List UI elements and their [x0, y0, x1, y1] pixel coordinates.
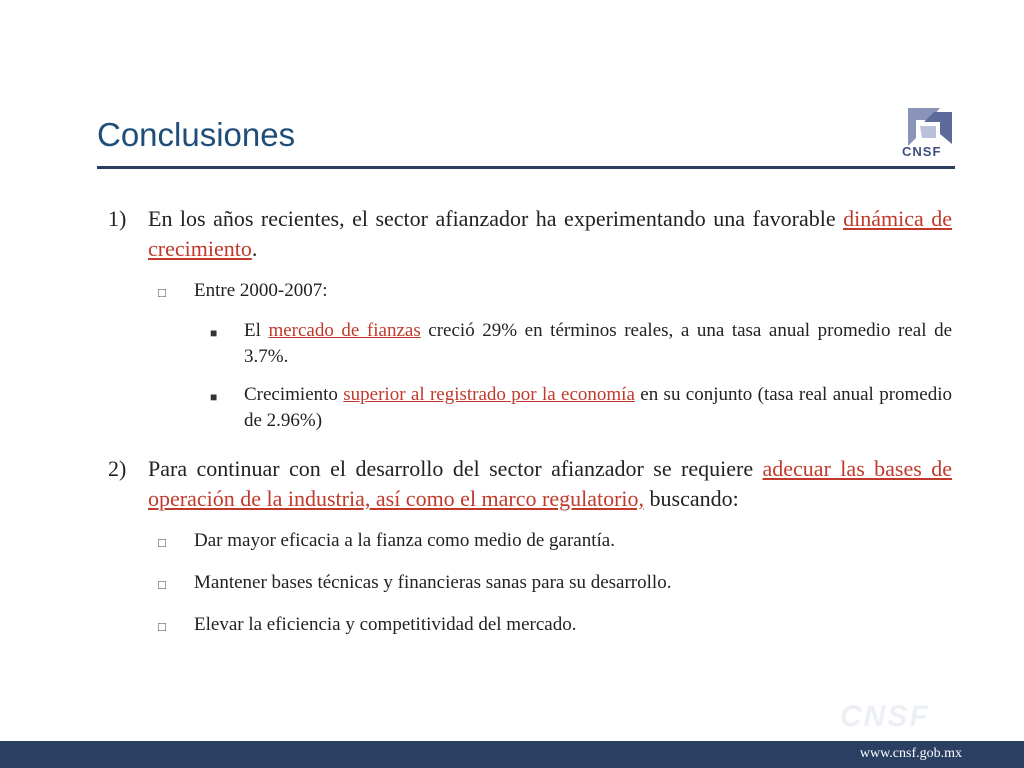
item-text: Para continuar con el desarrollo del sector afianzador se requiere adecuar las bases de operación de la industria, así como el marco regulatorio, buscando:	[148, 456, 952, 511]
sub-item	[100, 612, 952, 640]
item-text: En los años recientes, el sector afianzador ha experimentando una favorable dinámica de crecimiento.	[148, 206, 952, 261]
sub-item-text: Mantener bases técnicas y financieras sanas para su desarrollo.	[194, 572, 672, 593]
item-number: 2)	[108, 456, 127, 481]
footer-bar	[0, 741, 1024, 768]
link-dinamica-crecimiento[interactable]: dinámica de crecimiento	[148, 206, 952, 261]
list-item-1	[100, 204, 952, 264]
hollow-square-bullet-icon: □	[158, 619, 166, 634]
sub-item-text: Entre 2000-2007:	[194, 280, 328, 301]
sub-item	[100, 528, 952, 556]
cnsf-watermark: CNSF	[840, 700, 930, 733]
hollow-square-bullet-icon: □	[158, 285, 166, 300]
logo-wordmark: CNSF	[902, 144, 942, 159]
sub-sub-item	[100, 318, 952, 370]
sub-item-text: Elevar la eficiencia y competitividad del mercado.	[194, 614, 577, 635]
filled-square-bullet-icon: ■	[210, 390, 218, 404]
sub-sub-item	[100, 382, 952, 434]
footer-url-link[interactable]: www.cnsf.gob.mx	[859, 746, 962, 761]
sub-item	[100, 278, 952, 306]
sub-sub-item-text: El mercado de fianzas creció 29% en términos reales, a una tasa anual promedio real de 3.7%.	[244, 320, 953, 367]
slide-title: Conclusiones	[97, 116, 296, 153]
slide-content	[100, 204, 952, 640]
item-number: 1)	[108, 206, 127, 231]
sub-item-text: Dar mayor eficacia a la fianza como medio de garantía.	[194, 530, 615, 551]
sub-item	[100, 570, 952, 598]
hollow-square-bullet-icon: □	[158, 535, 166, 550]
sub-sub-item-text: Crecimiento superior al registrado por la economía en su conjunto (tasa real anual promedio de 2.96%)	[244, 384, 953, 431]
hollow-square-bullet-icon: □	[158, 577, 166, 592]
link-mercado-fianzas[interactable]: mercado de fianzas	[268, 320, 421, 341]
title-divider	[97, 166, 955, 169]
filled-square-bullet-icon: ■	[210, 326, 218, 340]
link-adecuar-bases[interactable]: adecuar las bases de operación de la industria, así como el marco regulatorio,	[148, 456, 952, 511]
list-item-2	[100, 454, 952, 514]
link-superior-economia[interactable]: superior al registrado por la economía	[343, 384, 635, 405]
